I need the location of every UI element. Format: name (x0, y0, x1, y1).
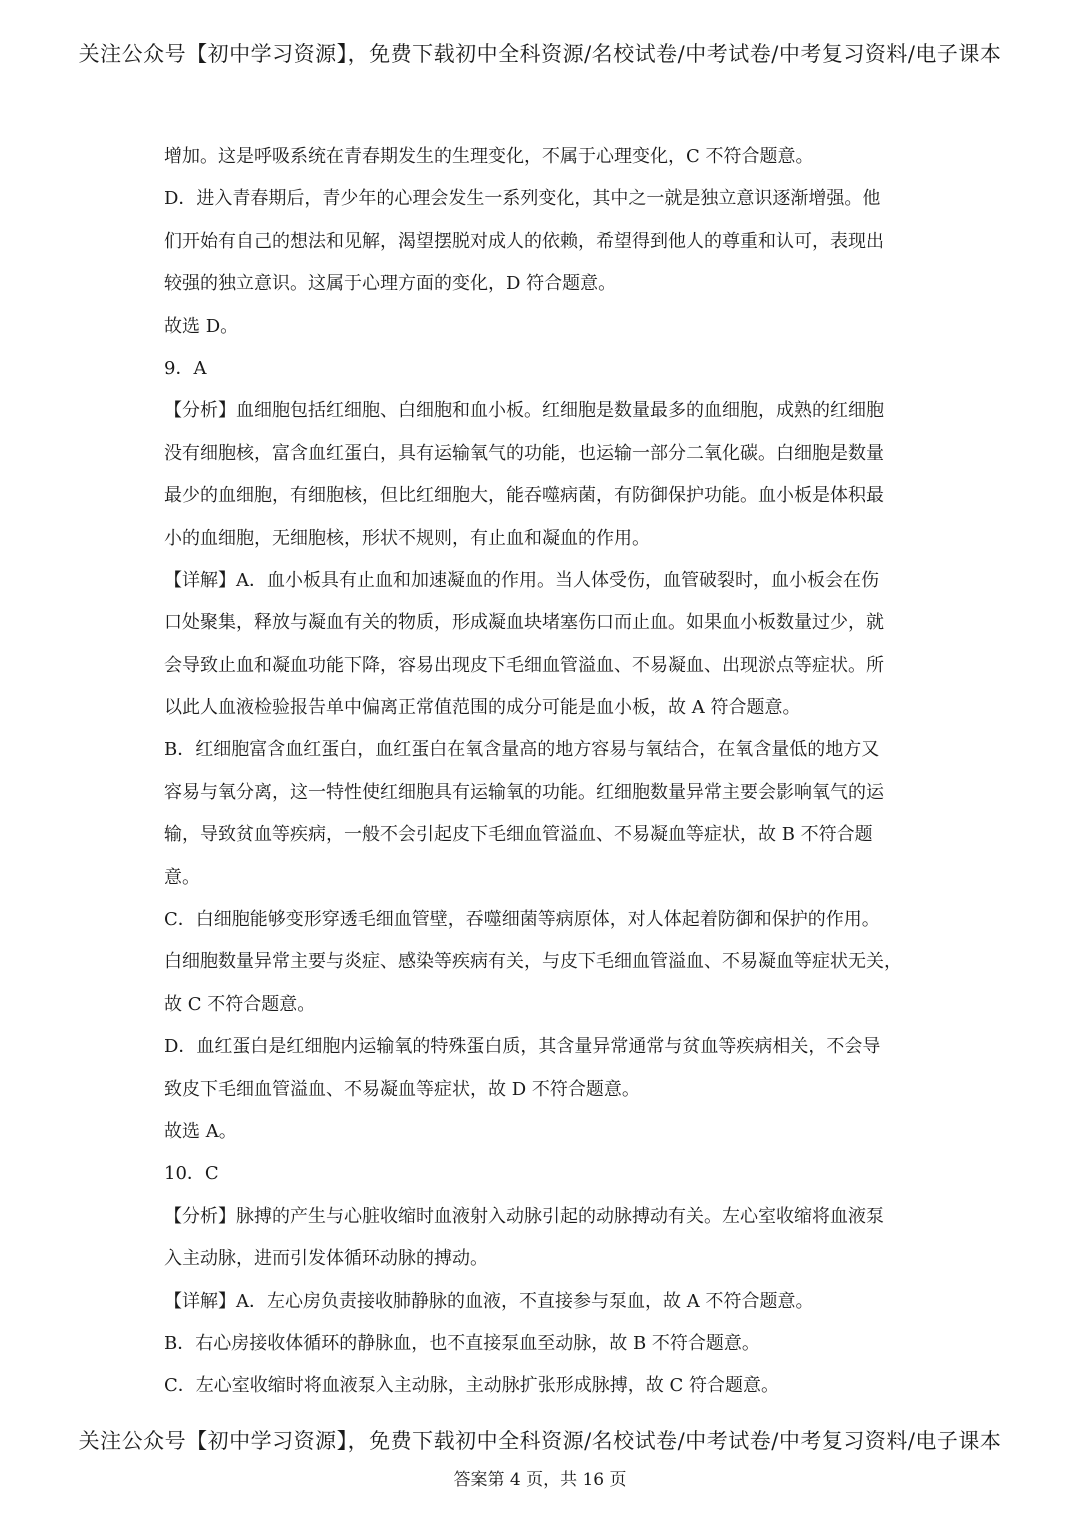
text-line: C．白细胞能够变形穿透毛细血管壁，吞噬细菌等病原体，对人体起着防御和保护的作用。 (164, 909, 880, 931)
text-line: B．红细胞富含血红蛋白，血红蛋白在氧含量高的地方容易与氧结合，在氧含量低的地方又 (164, 739, 880, 761)
text-line: 会导致止血和凝血功能下降，容易出现皮下毛细血管溢血、不易凝血、出现淤点等症状。所 (164, 654, 884, 676)
text-line: 故选 D。 (164, 315, 239, 337)
question-number: 9．A (164, 357, 207, 379)
text-line: D．进入青春期后，青少年的心理会发生一系列变化，其中之一就是独立意识逐渐增强。他 (164, 188, 881, 210)
text-line: 【分析】血细胞包括红细胞、白细胞和血小板。红细胞是数量最多的血细胞，成熟的红细胞 (164, 400, 884, 422)
text-line: 口处聚集，释放与凝血有关的物质，形成凝血块堵塞伤口而止血。如果血小板数量过少，就 (164, 612, 884, 634)
text-line: 增加。这是呼吸系统在青春期发生的生理变化，不属于心理变化，C 不符合题意。 (164, 146, 814, 167)
header-banner: 关注公众号【初中学习资源】，免费下载初中全科资源/名校试卷/中考试卷/中考复习资料/电子课本 (78, 42, 1002, 66)
text-line: 以此人血液检验报告单中偏离正常值范围的成分可能是血小板，故 A 符合题意。 (164, 697, 801, 719)
text-line: 【分析】脉搏的产生与心脏收缩时血液射入动脉引起的动脉搏动有关。左心室收缩将血液泵 (164, 1205, 884, 1227)
footer-banner: 关注公众号【初中学习资源】，免费下载初中全科资源/名校试卷/中考试卷/中考复习资料/电子课本 (78, 1429, 1002, 1453)
question-number: 10．C (164, 1163, 219, 1185)
text-line: 输，导致贫血等疾病，一般不会引起皮下毛细血管溢血、不易凝血等症状，故 B 不符合题 (164, 824, 873, 846)
text-line: D．血红蛋白是红细胞内运输氧的特殊蛋白质，其含量异常通常与贫血等疾病相关，不会导 (164, 1036, 881, 1058)
text-line: 【详解】A．左心房负责接收肺静脉的血液，不直接参与泵血，故 A 不符合题意。 (164, 1290, 814, 1312)
text-line: 故 C 不符合题意。 (164, 993, 316, 1015)
text-line: 容易与氧分离，这一特性使红细胞具有运输氧的功能。红细胞数量异常主要会影响氧气的运 (164, 781, 884, 803)
text-line: 没有细胞核，富含血红蛋白，具有运输氧气的功能，也运输一部分二氧化碳。白细胞是数量 (164, 442, 884, 464)
text-line: 意。 (164, 866, 200, 888)
text-line: C．左心室收缩时将血液泵入主动脉，主动脉扩张形成脉搏，故 C 符合题意。 (164, 1375, 779, 1397)
text-line: 们开始有自己的想法和见解，渴望摆脱对成人的依赖，希望得到他人的尊重和认可，表现出 (164, 230, 884, 252)
text-line: 较强的独立意识。这属于心理方面的变化，D 符合题意。 (164, 273, 617, 295)
text-line: 故选 A。 (164, 1120, 237, 1142)
text-line: 入主动脉，进而引发体循环动脉的搏动。 (164, 1248, 488, 1270)
answer-body (164, 136, 924, 1408)
text-line: 【详解】A．血小板具有止血和加速凝血的作用。当人体受伤，血管破裂时，血小板会在伤 (164, 569, 879, 591)
text-line: 小的血细胞，无细胞核，形状不规则，有止血和凝血的作用。 (164, 527, 650, 549)
text-line: 致皮下毛细血管溢血、不易凝血等症状，故 D 不符合题意。 (164, 1078, 640, 1100)
page-number: 答案第 4 页，共 16 页 (453, 1470, 627, 1490)
text-line: 白细胞数量异常主要与炎症、感染等疾病有关，与皮下毛细血管溢血、不易凝血等症状无关， (164, 951, 902, 973)
text-line: B．右心房接收体循环的静脉血，也不直接泵血至动脉，故 B 不符合题意。 (164, 1332, 760, 1354)
text-line: 最少的血细胞，有细胞核，但比红细胞大，能吞噬病菌，有防御保护功能。血小板是体积最 (164, 485, 884, 507)
